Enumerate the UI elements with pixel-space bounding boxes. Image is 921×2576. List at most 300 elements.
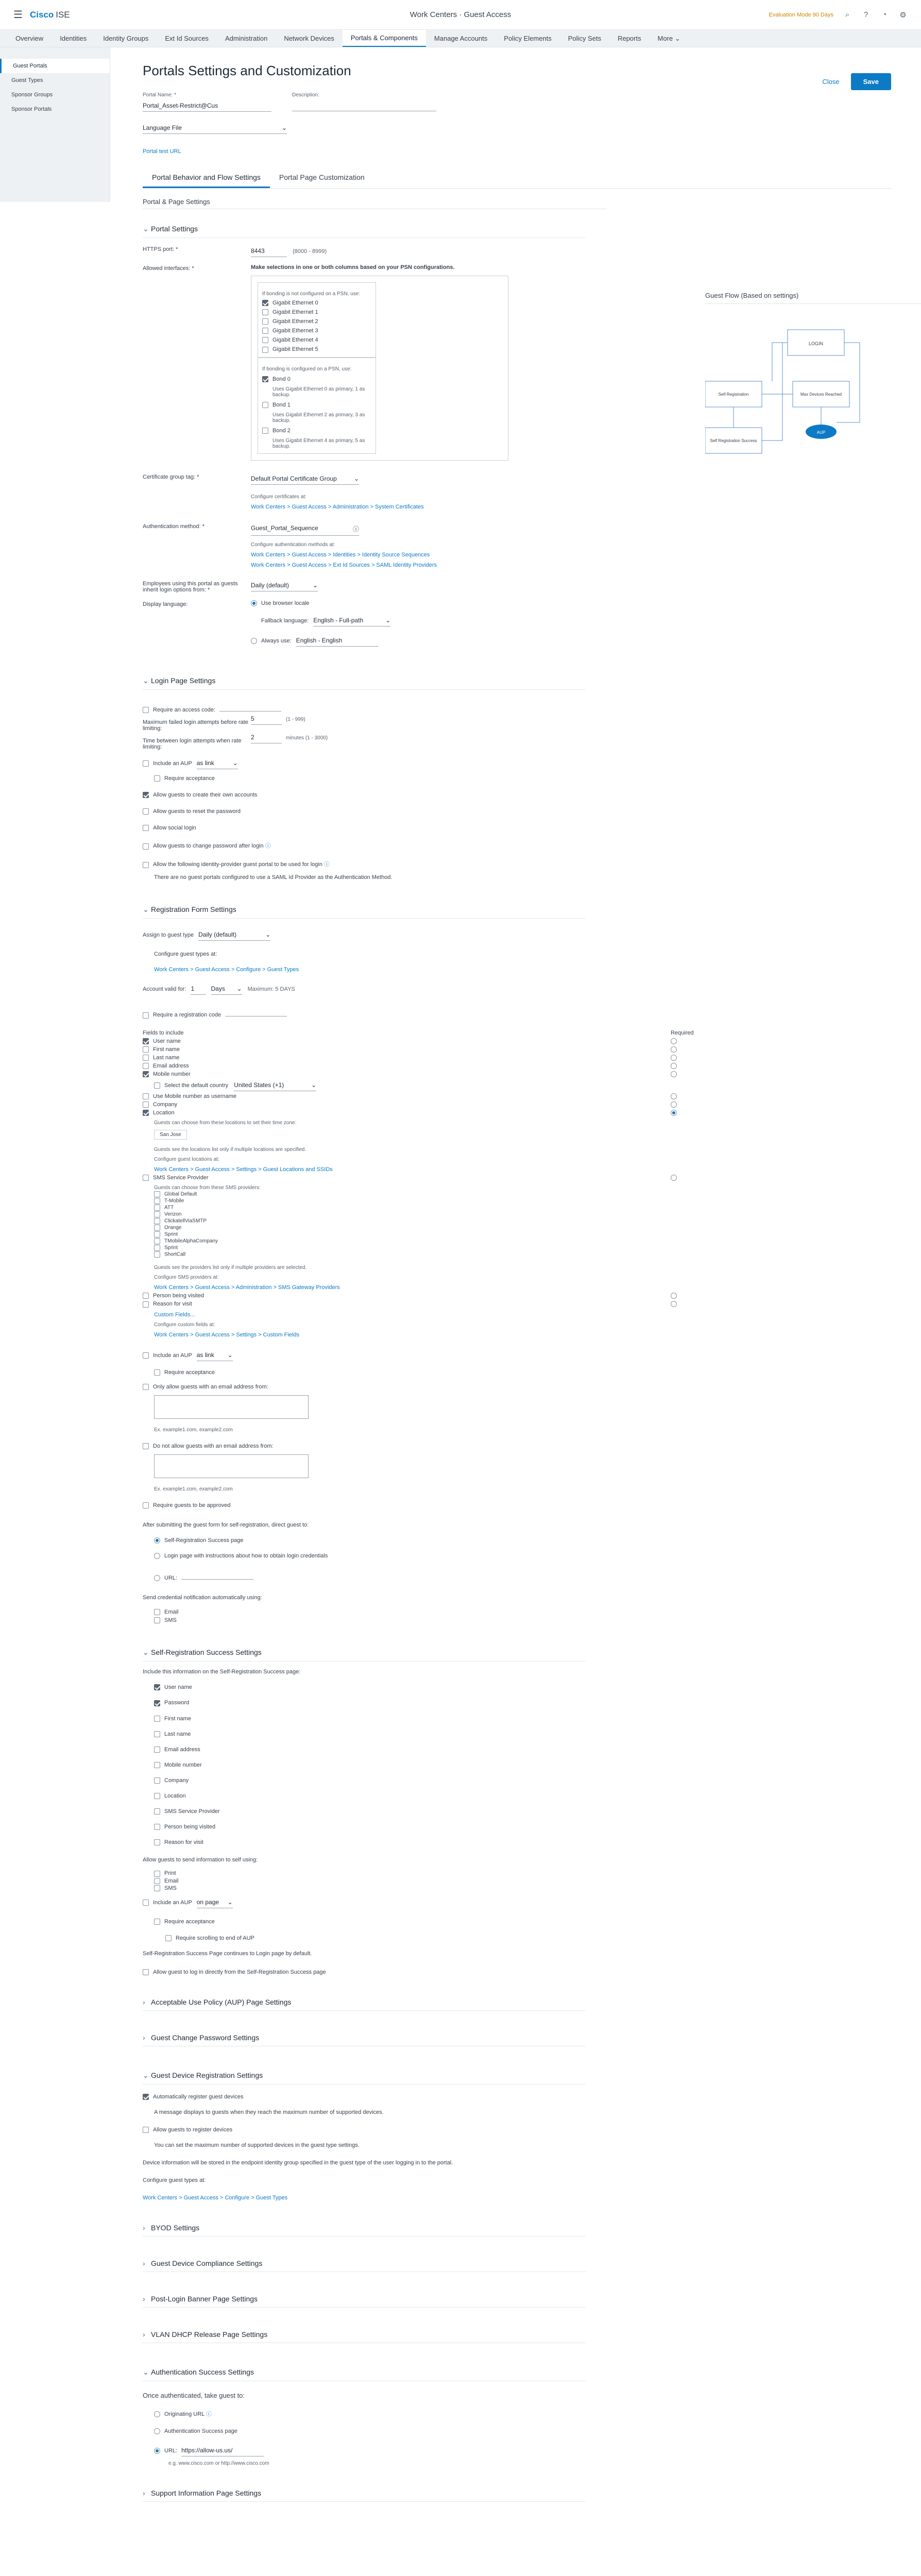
auth-note: Configure authentication methods at: (251, 541, 335, 548)
reg-aup-require-checkbox[interactable] (154, 1369, 160, 1376)
sms-provider-label: T-Mobile (164, 1198, 184, 1204)
page-title: Portals Settings and Customization (143, 63, 351, 78)
success-item-checkbox[interactable] (154, 1716, 160, 1722)
reg-field-label: User name (153, 1038, 181, 1044)
interface-label: Gigabit Ethernet 2 (272, 318, 318, 325)
sms-provider-checkbox[interactable] (154, 1245, 160, 1251)
success-intro: Include this information on the Self-Registration Success page: (143, 1669, 301, 1675)
interface-checkbox[interactable] (262, 309, 268, 315)
custom-block (154, 1312, 891, 1338)
only-allow-example: Ex. example1.com, example2.com (154, 1427, 233, 1433)
cert-group-select[interactable]: Default Portal Certificate Group ⌄ (251, 473, 359, 485)
use-browser-radio[interactable] (251, 600, 257, 606)
cert-note: Configure certificates at: (251, 494, 306, 500)
sms-link[interactable]: Work Centers > Guest Access > Administration > SMS Gateway Providers (154, 1284, 340, 1291)
reg-field-checkbox[interactable] (143, 1063, 149, 1069)
success-item (154, 1824, 891, 1830)
reg-field-checkbox[interactable] (143, 1071, 149, 1077)
menu-item[interactable]: More ⌄ (657, 34, 680, 42)
chevron-right-icon: › (143, 1997, 145, 2006)
require-acceptance-label: Require acceptance (164, 775, 215, 782)
bond-label: Bond 0 (272, 376, 291, 382)
success-item-checkbox[interactable] (154, 1700, 160, 1706)
idp-note: There are no guest portals configured to use a SAML Id Provider as the Authentication Method. (154, 874, 393, 881)
reg-field-row (143, 1055, 891, 1061)
always-select[interactable]: English - English (296, 635, 379, 647)
reg-field-checkbox[interactable] (143, 1101, 149, 1108)
reg-field-label: Location (153, 1110, 175, 1116)
time-between-input[interactable]: 2 (251, 732, 282, 743)
sms-provider-label: Verizon (164, 1211, 182, 1217)
interface-option (262, 300, 371, 306)
allow-register-checkbox[interactable] (143, 2127, 149, 2133)
sms-provider-checkbox[interactable] (154, 1191, 160, 1197)
after-radio-login[interactable] (154, 1553, 160, 1559)
valid-max: Maximum: 5 DAYS (247, 986, 295, 993)
collapsed-section (143, 2291, 891, 2308)
guest-flow-diagram (705, 319, 891, 469)
reg-field-row (154, 1079, 891, 1091)
after-url-label: URL: (164, 1575, 178, 1582)
success-item-checkbox[interactable] (154, 1747, 160, 1753)
gear-icon[interactable]: ⚙ (899, 10, 907, 20)
sms-provider-checkbox[interactable] (154, 1251, 160, 1258)
bond-checkbox[interactable] (262, 376, 268, 382)
approval-checkbox[interactable] (143, 1502, 149, 1509)
collapsed-section (143, 2326, 891, 2343)
auth-url-example: e.g. www.cisco.com or http://www.cisco.com (168, 2461, 269, 2467)
auth-success-section (143, 2364, 891, 2466)
after-submit-label: After submitting the guest form for self-registration, direct guest to: (143, 1521, 309, 1528)
sms-provider-checkbox[interactable] (154, 1238, 160, 1244)
nonbond-head: If bonding is not configured on a PSN, use: (262, 291, 361, 297)
reg-field-checkbox[interactable] (143, 1301, 149, 1308)
chevron-down-icon: ⌄ (232, 759, 238, 767)
reg-field-row (143, 1301, 891, 1307)
required-radio[interactable] (671, 1055, 677, 1061)
required-radio[interactable] (671, 1293, 677, 1299)
reset-password-checkbox[interactable] (143, 808, 149, 815)
auto-register-label: Automatically register guest devices (153, 2093, 244, 2100)
interface-option (262, 318, 371, 325)
send-sms-label: SMS (164, 1617, 177, 1624)
reg-field-label: Person being visited (153, 1293, 204, 1299)
success-item-label: Reason for visit (164, 1839, 203, 1846)
menu-item[interactable]: Policy Sets (568, 35, 602, 42)
chevron-down-icon: ⌄ (311, 1081, 317, 1089)
required-radio[interactable] (671, 1071, 677, 1077)
sms-provider-checkbox[interactable] (154, 1225, 160, 1231)
only-allow-checkbox[interactable] (143, 1384, 149, 1390)
reg-aup-checkbox[interactable] (143, 1352, 149, 1359)
chevron-down-icon: ⌄ (143, 2368, 149, 2377)
reg-aup-label: Include an AUP (153, 1352, 192, 1359)
succ-scroll-label: Require scrolling to end of AUP (176, 1935, 254, 1941)
fallback-select[interactable]: English - Full-path ⌄ (313, 615, 390, 626)
menu-item[interactable]: Overview (15, 35, 44, 42)
succ-aup-require-checkbox[interactable] (154, 1919, 160, 1925)
auto-register-note: A message displays to guests when they reach the maximum number of supported devices. (154, 2109, 384, 2116)
sidebar-item[interactable]: Sponsor Portals (11, 106, 52, 112)
sms-provider-label: Sprint (164, 1245, 178, 1251)
flow-node-self-reg: Self Registration (718, 392, 749, 397)
tab-customization[interactable]: Portal Page Customization (279, 173, 365, 181)
reg-field-label: Use Mobile number as username (153, 1093, 237, 1099)
interface-option (262, 309, 371, 315)
notification-icon[interactable]: ◔ (882, 10, 887, 19)
send-email-label: Email (164, 1609, 179, 1616)
max-attempts-label: Maximum failed login attempts before rate limiting: (143, 719, 248, 732)
reg-field-checkbox[interactable] (143, 1093, 149, 1099)
collapsed-section-header[interactable]: › VLAN DHCP Release Page Settings (143, 2326, 586, 2343)
cert-link[interactable]: Work Centers > Guest Access > Administration > System Certificates (251, 503, 424, 510)
collapsed-section (143, 2029, 891, 2046)
include-aup-label: Include an AUP (153, 760, 192, 767)
success-item-label: SMS Service Provider (164, 1808, 220, 1815)
time-between-label: Time between login attempts when rate limiting: (143, 738, 242, 751)
reg-field-label: Last name (153, 1054, 180, 1061)
auth-success-label: Once authenticated, take guest to: (143, 2392, 245, 2400)
menu-item[interactable]: Policy Elements (504, 35, 552, 42)
https-port-label: HTTPS port: * (143, 246, 178, 252)
sms-provider-label: ATT (164, 1205, 174, 1211)
bond-option (262, 402, 371, 423)
succ-note: Self-Registration Success Page continues to Login page by default. (143, 1950, 312, 1957)
flow-node-login: LOGIN (808, 341, 824, 346)
success-item (154, 1700, 891, 1706)
required-radio[interactable] (671, 1063, 677, 1069)
sms-provider-checkbox[interactable] (154, 1198, 160, 1204)
device-header[interactable]: ⌄ Guest Device Registration Settings (143, 2067, 586, 2084)
succ-aup-checkbox[interactable] (143, 1900, 149, 1906)
succ-aup-select[interactable]: on page ⌄ (197, 1896, 233, 1908)
cfg-guest-types-link[interactable]: Work Centers > Guest Access > Configure > Guest Types (154, 967, 299, 973)
reg-field-checkbox[interactable] (143, 1110, 149, 1116)
portal-test-url-link[interactable]: Portal test URL (143, 148, 181, 155)
collapsed-section-header[interactable]: › Support Information Page Settings (143, 2485, 586, 2502)
succ-scroll-checkbox[interactable] (165, 1935, 172, 1941)
required-radio[interactable] (671, 1046, 677, 1053)
reg-field-checkbox[interactable] (143, 1293, 149, 1299)
success-item (154, 1777, 891, 1784)
language-file-select[interactable]: Language File ⌄ (143, 122, 287, 134)
menu-item[interactable]: Ext Id Sources (165, 35, 209, 42)
collapsed-section (143, 2219, 891, 2236)
bond-desc: Uses Gigabit Ethernet 2 as primary, 3 as backup. (272, 412, 365, 423)
chevron-down-icon: ⌄ (385, 616, 391, 624)
required-radio[interactable] (671, 1110, 677, 1116)
success-item (154, 1747, 891, 1753)
bond-desc: Uses Gigabit Ethernet 0 as primary, 1 as backup. (272, 386, 365, 398)
reg-field-checkbox[interactable] (143, 1175, 149, 1181)
loc-link[interactable]: Work Centers > Guest Access > Settings > Guest Locations and SSIDs (154, 1166, 333, 1173)
sidebar-item[interactable]: Sponsor Groups (11, 92, 53, 98)
menu-item[interactable]: Network Devices (284, 35, 334, 42)
info-icon[interactable]: ⓘ (352, 525, 359, 533)
sms-provider-checkbox[interactable] (154, 1231, 160, 1238)
collapsed-section (143, 2485, 891, 2502)
sms-provider-checkbox[interactable] (154, 1205, 160, 1211)
success-item-checkbox[interactable] (154, 1731, 160, 1737)
only-allow-textarea[interactable] (154, 1395, 309, 1419)
device-cfg-note: Configure guest types at: (143, 2177, 206, 2184)
succ-direct-checkbox[interactable] (143, 1969, 149, 1975)
auto-register-checkbox[interactable] (143, 2094, 149, 2100)
valid-number-input[interactable]: 1 (191, 983, 206, 995)
bond-interfaces (258, 358, 376, 454)
success-item-label: User name (164, 1684, 192, 1691)
main-menu (0, 30, 921, 47)
assign-guest-type-select[interactable]: Daily (default) ⌄ (198, 929, 270, 941)
menu-item[interactable]: Identity Groups (103, 35, 149, 42)
chevron-down-icon: ⌄ (312, 581, 318, 589)
after-success-label: Self-Registration Success page (164, 1537, 244, 1544)
registration-code-input[interactable] (225, 1005, 287, 1016)
send-print-checkbox[interactable] (154, 1871, 160, 1877)
country-select[interactable]: United States (+1) ⌄ (234, 1079, 316, 1091)
save-button[interactable]: Save (851, 73, 891, 90)
auth-success-header[interactable]: ⌄ Authentication Success Settings (143, 2364, 586, 2381)
success-item (154, 1762, 891, 1768)
location-chip[interactable]: San Jose (154, 1130, 187, 1140)
success-item-label: First name (164, 1715, 191, 1722)
reg-field-row (143, 1175, 891, 1181)
originating-url-radio[interactable] (154, 2411, 160, 2417)
bond-checkbox[interactable] (262, 428, 268, 434)
send-self-sms-checkbox[interactable] (154, 1885, 160, 1891)
send-email-checkbox[interactable] (154, 1609, 160, 1615)
menu-item[interactable]: Administration (225, 35, 268, 42)
tabs (143, 168, 891, 189)
collapsed-section-header[interactable]: › BYOD Settings (143, 2219, 586, 2236)
logo: Cisco ISE (29, 9, 70, 20)
nonbond-interfaces (258, 282, 376, 358)
auth-link-2[interactable]: Work Centers > Guest Access > Ext Id Sources > SAML Identity Providers (251, 562, 437, 568)
loc-cfg: Configure guest locations at: (154, 1157, 219, 1163)
device-info: Device information will be stored in the endpoint identity group specified in the guest type of the user logging in to the portal. (143, 2160, 453, 2166)
success-item (154, 1716, 891, 1722)
auth-link-1[interactable]: Work Centers > Guest Access > Identities > Identity Source Sequences (251, 551, 430, 558)
main-content (110, 47, 921, 2543)
required-radio[interactable] (671, 1101, 677, 1108)
menu-icon[interactable]: ☰ (13, 9, 23, 21)
send-self-email-checkbox[interactable] (154, 1878, 160, 1884)
sms-provider-checkbox[interactable] (154, 1218, 160, 1224)
social-login-label: Allow social login (153, 825, 196, 832)
auth-url-radio[interactable] (154, 2448, 160, 2454)
reg-aup-select[interactable]: as link ⌄ (197, 1349, 233, 1361)
success-item-checkbox[interactable] (154, 1808, 160, 1815)
collapsed-section-header[interactable]: › Acceptable Use Policy (AUP) Page Settings (143, 1994, 586, 2011)
success-item-checkbox[interactable] (154, 1684, 160, 1690)
close-button[interactable]: Close (822, 78, 840, 86)
always-use-radio[interactable] (251, 638, 257, 644)
fallback-label: Fallback language: (261, 617, 309, 624)
menu-item[interactable]: Manage Accounts (434, 35, 488, 42)
success-item-checkbox[interactable] (154, 1762, 160, 1768)
no-allow-textarea[interactable] (154, 1454, 309, 1478)
change-password-checkbox[interactable] (143, 843, 149, 850)
sms-provider-label: TMobileAlphaCompany (164, 1238, 218, 1244)
interface-checkbox[interactable] (262, 347, 268, 353)
max-attempts-input[interactable]: 5 (251, 713, 282, 725)
interface-option (262, 328, 371, 334)
tab-behavior[interactable]: Portal Behavior and Flow Settings (143, 168, 270, 188)
reg-field-label: Company (153, 1101, 178, 1108)
after-radio-success[interactable] (154, 1537, 160, 1544)
https-port-input[interactable]: 8443 (251, 245, 287, 257)
success-item-checkbox[interactable] (154, 1793, 160, 1799)
auth-success-page-label: Authentication Success page (164, 2428, 237, 2435)
top-bar (0, 0, 921, 30)
interface-label: Gigabit Ethernet 0 (272, 300, 318, 306)
required-header: Required (671, 1029, 694, 1036)
eval-badge[interactable]: Evaluation Mode 90 Days (769, 11, 833, 18)
send-sms-checkbox[interactable] (154, 1617, 160, 1623)
succ-direct-label: Allow guest to log in directly from the Self-Registration Success page (153, 1969, 326, 1975)
bond-desc: Uses Gigabit Ethernet 4 as primary, 5 as backup. (272, 437, 365, 449)
sidebar-item[interactable]: Guest Portals (0, 59, 110, 73)
login-settings-section (143, 672, 891, 880)
create-accounts-checkbox[interactable] (143, 792, 149, 798)
succ-aup-require-label: Require acceptance (164, 1918, 215, 1925)
sms-provider-checkbox[interactable] (154, 1211, 160, 1217)
location-block (154, 1120, 891, 1173)
page-context-title: Work Centers · Guest Access (410, 10, 511, 19)
success-item-label: Person being visited (164, 1824, 216, 1831)
portal-name-input[interactable]: Portal_Asset-Restrict@Cus (143, 100, 271, 112)
reset-password-label: Allow guests to reset the password (153, 808, 241, 815)
guest-flow-panel (705, 292, 921, 470)
menu-item[interactable]: Identities (60, 35, 87, 42)
include-aup-checkbox[interactable] (143, 760, 149, 767)
require-acceptance-checkbox[interactable] (154, 775, 160, 782)
no-allow-checkbox[interactable] (143, 1443, 149, 1449)
after-radio-url[interactable] (154, 1575, 160, 1581)
auth-method-select[interactable]: Guest_Portal_Sequence ⓘ (251, 522, 359, 536)
reg-field-row (143, 1071, 891, 1077)
send-notification-label: Send credential notification automatically using: (143, 1595, 262, 1601)
change-password-label: Allow guests to change password after login (153, 843, 264, 850)
device-cfg-link[interactable]: Work Centers > Guest Access > Configure > Guest Types (143, 2195, 288, 2201)
interface-checkbox[interactable] (262, 318, 268, 325)
menu-item[interactable]: Portals & Components (343, 30, 426, 47)
bond-label: Bond 2 (272, 427, 291, 434)
default-country-checkbox[interactable] (154, 1082, 160, 1089)
interface-checkbox[interactable] (262, 328, 268, 334)
bond-option (262, 428, 371, 449)
valid-unit-select[interactable]: Days ⌄ (211, 983, 242, 995)
chevron-down-icon: ⌄ (227, 1351, 233, 1359)
reg-aup-require-label: Require acceptance (164, 1369, 215, 1376)
sidebar-item[interactable]: Guest Types (11, 77, 43, 83)
chevron-down-icon: ⌄ (143, 225, 149, 233)
reg-field-checkbox[interactable] (143, 1055, 149, 1061)
success-item (154, 1684, 891, 1690)
info-icon[interactable]: ⓘ (206, 2411, 212, 2418)
chevron-down-icon: ⌄ (143, 1648, 149, 1657)
success-item-checkbox[interactable] (154, 1824, 160, 1830)
reg-field-label: Email address (153, 1062, 189, 1069)
reg-field-checkbox[interactable] (143, 1038, 149, 1044)
collapsed-section-header[interactable]: › Guest Change Password Settings (143, 2029, 586, 2046)
access-code-checkbox[interactable] (143, 707, 149, 713)
bond-checkbox[interactable] (262, 402, 268, 408)
custom-fields-link[interactable]: Custom Fields... (154, 1311, 195, 1318)
approval-label: Require guests to be approved (153, 1502, 231, 1509)
chevron-down-icon: ⌄ (353, 474, 359, 482)
reg-field-row (143, 1110, 891, 1116)
search-icon[interactable]: ⌕ (845, 10, 850, 19)
login-settings-header[interactable]: ⌄ Login Page Settings (143, 672, 586, 690)
idp-portal-checkbox[interactable] (143, 862, 149, 868)
sms-provider-label: Global Default (164, 1191, 197, 1197)
success-item-checkbox[interactable] (154, 1777, 160, 1784)
sms-cfg: Configure SMS providers at: (154, 1275, 219, 1281)
portal-settings-header[interactable]: ⌄ Portal Settings (143, 221, 586, 238)
auth-url-input[interactable]: https://allow-us.us/ (181, 2445, 264, 2456)
sms-provider-label: Orange (164, 1225, 182, 1231)
collapsed-section-header[interactable]: › Post-Login Banner Page Settings (143, 2291, 586, 2308)
success-item (154, 1793, 891, 1799)
custom-link[interactable]: Work Centers > Guest Access > Settings > Custom Fields (154, 1331, 299, 1338)
chevron-down-icon: ⌄ (143, 2071, 149, 2079)
aup-display-select[interactable]: as link ⌄ (197, 757, 238, 769)
bond-option (262, 376, 371, 398)
success-item-checkbox[interactable] (154, 1839, 160, 1845)
reg-field-row (143, 1046, 891, 1053)
description-input[interactable] (292, 100, 436, 111)
registration-code-label: Require a registration code (153, 1012, 221, 1019)
success-header[interactable]: ⌄ Self-Registration Success Settings (143, 1644, 586, 1662)
interface-checkbox[interactable] (262, 337, 268, 343)
collapsed-section-header[interactable]: › Guest Device Compliance Settings (143, 2255, 586, 2272)
send-self-label: Allow guests to send information to self using: (143, 1857, 258, 1863)
chevron-right-icon: › (143, 2330, 145, 2339)
social-login-checkbox[interactable] (143, 825, 149, 831)
auth-success-page-radio[interactable] (154, 2428, 160, 2434)
success-section (143, 1644, 891, 1975)
registration-code-checkbox[interactable] (143, 1012, 149, 1019)
required-radio[interactable] (671, 1175, 677, 1181)
help-icon[interactable]: ? (863, 10, 868, 19)
required-radio[interactable] (671, 1093, 677, 1099)
chevron-right-icon: › (143, 2224, 145, 2232)
sms-provider-label: Sprint (164, 1231, 178, 1238)
reg-field-row (143, 1293, 891, 1299)
interface-checkbox[interactable] (262, 300, 268, 306)
success-item-label: Company (164, 1777, 189, 1784)
access-code-input[interactable] (219, 700, 281, 711)
originating-url-label: Originating URL (164, 2411, 204, 2418)
required-radio[interactable] (671, 1301, 677, 1307)
idp-portal-label: Allow the following identity-provider guest portal to be used for login (153, 861, 322, 868)
reg-field-checkbox[interactable] (143, 1046, 149, 1053)
registration-form-header[interactable]: ⌄ Registration Form Settings (143, 901, 586, 919)
reg-field-label: Mobile number (153, 1071, 191, 1077)
reg-field-label: Reason for visit (153, 1301, 192, 1308)
info-icon[interactable]: ⓘ (324, 861, 330, 868)
menu-item[interactable]: Reports (618, 35, 641, 42)
info-icon[interactable]: ⓘ (265, 843, 271, 850)
after-url-input[interactable] (181, 1568, 253, 1580)
always-label: Always use: (261, 637, 292, 644)
max-range: (1 - 999) (286, 717, 305, 723)
employees-select[interactable]: Daily (default) ⌄ (251, 580, 318, 591)
chevron-down-icon: ⌄ (236, 985, 242, 993)
required-radio[interactable] (671, 1038, 677, 1044)
chevron-down-icon: ⌄ (143, 676, 149, 685)
